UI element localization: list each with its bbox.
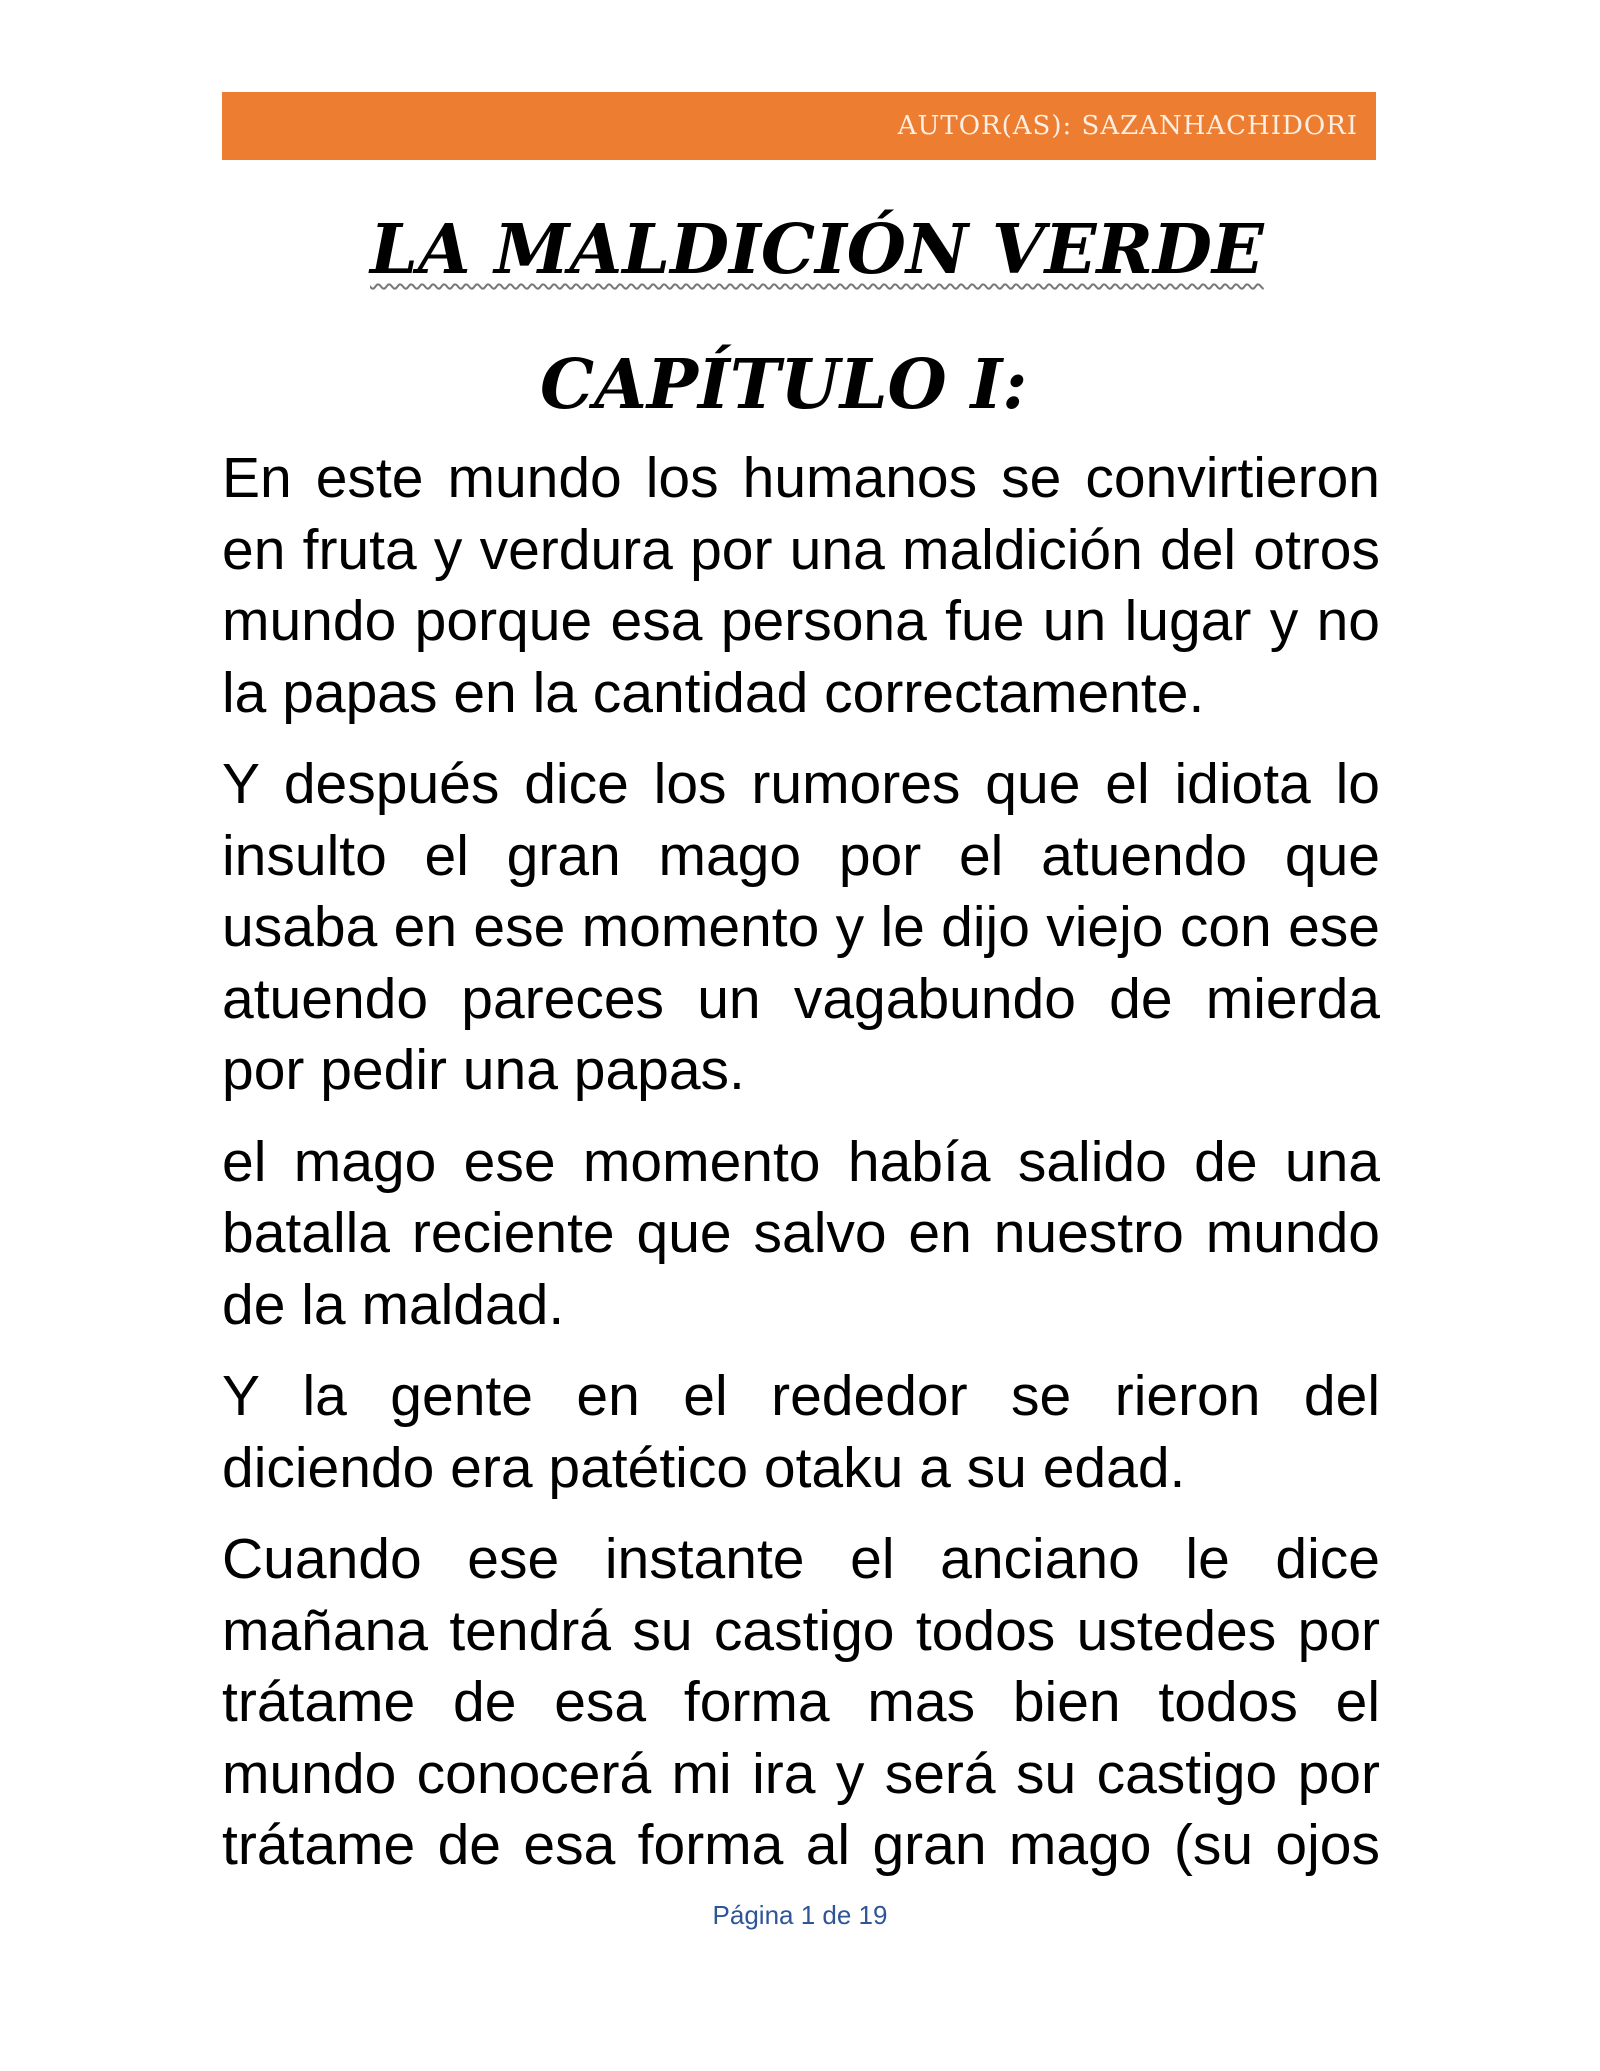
paragraph: Cuando ese instante el anciano le dice mañana tendrá su castigo todos ustedes por trátame de esa forma mas bien todos el mundo conocerá mi ira y será su castigo por trátame de esa forma al gran mago (su ojos (222, 1527, 1380, 1877)
page-number: Página 1 de 19 (712, 1900, 888, 1930)
paragraph: Y la gente en el rededor se rieron del diciendo era patético otaku a su edad. (222, 1364, 1380, 1500)
paragraph: el mago ese momento había salido de una batalla reciente que salvo en nuestro mundo de la maldad. (222, 1129, 1380, 1337)
paragraph: En este mundo los humanos se convirtieron en fruta y verdura por una maldición del otros mundo porque esa persona fue un lugar y no la papas en la cantidad correctamente. (222, 446, 1380, 725)
paragraph: Y después dice los rumores que el idiota lo insulto el gran mago por el atuendo que usaba en ese momento y le dijo viejo con ese atuendo pareces un vagabundo de mierda por pedir una papas. (222, 752, 1380, 1102)
chapter-title: CAPÍTULO I: (540, 345, 1028, 425)
document-title: LA MALDICIÓN VERDE (370, 210, 1264, 290)
header-author: AUTOR(AS): SAZANHACHIDORI (897, 111, 1358, 141)
header-bar (222, 92, 1376, 160)
body-text (222, 443, 1380, 1882)
